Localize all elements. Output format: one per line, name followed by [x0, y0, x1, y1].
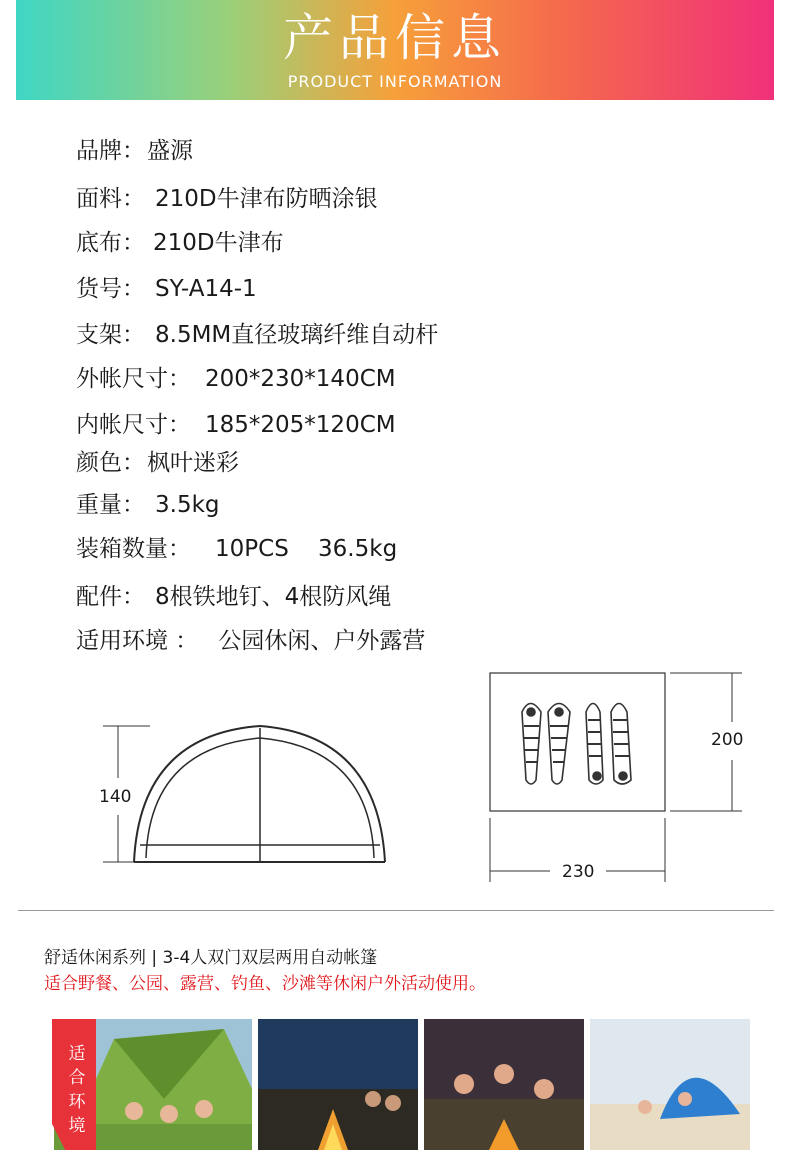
depth-label: 200 — [711, 730, 744, 750]
spec-label: 品牌： — [76, 138, 145, 164]
spec-label: 适用环境 ： — [76, 628, 199, 654]
spec-value: 200*230*140CM — [205, 366, 396, 392]
spec-label: 支架： — [76, 322, 145, 348]
tent-top-view — [490, 673, 665, 811]
spec-label: 配件： — [76, 584, 145, 610]
spec-label: 底布： — [76, 230, 145, 256]
height-label: 140 — [99, 787, 132, 807]
spec-value: 10PCS 36.5kg — [215, 536, 398, 562]
spec-label: 装箱数量： — [76, 536, 191, 562]
footprint-icons — [522, 704, 631, 785]
photo-beach-tent — [590, 1019, 750, 1150]
width-label: 230 — [562, 862, 595, 882]
spec-value: 盛源 — [147, 138, 193, 164]
spec-value: 枫叶迷彩 — [147, 450, 239, 476]
spec-label: 外帐尺寸： — [76, 366, 191, 392]
spec-value: 8根铁地钉、4根防风绳 — [155, 584, 392, 610]
environment-badge-label: 适合环境 — [68, 1044, 86, 1136]
spec-label: 内帐尺寸： — [76, 412, 191, 438]
spec-value: 8.5MM直径玻璃纤维自动杆 — [155, 322, 439, 348]
usage-note: 适合野餐、公园、露营、钓鱼、沙滩等休闲户外活动使用。 — [44, 974, 486, 994]
spec-value: 210D牛津布防晒涂银 — [155, 186, 378, 212]
spec-value: 公园休闲、户外露营 — [218, 628, 426, 654]
page-subtitle: PRODUCT INFORMATION — [287, 72, 503, 91]
spec-label: 重量： — [76, 492, 145, 518]
spec-label: 面料： — [76, 186, 145, 212]
series-title: 舒适休闲系列 | 3-4人双门双层两用自动帐篷 — [44, 948, 378, 968]
section-divider — [18, 910, 774, 911]
spec-value: SY-A14-1 — [155, 276, 257, 302]
photo-campfire-night — [258, 1019, 418, 1150]
spec-value: 185*205*120CM — [205, 412, 396, 438]
spec-label: 颜色： — [76, 450, 145, 476]
spec-value: 210D牛津布 — [153, 230, 284, 256]
spec-label: 货号： — [76, 276, 145, 302]
page-title: 产品信息 — [283, 9, 507, 67]
tent-side-view — [134, 726, 385, 862]
spec-value: 3.5kg — [155, 492, 220, 518]
photo-kids-campfire — [424, 1019, 584, 1150]
